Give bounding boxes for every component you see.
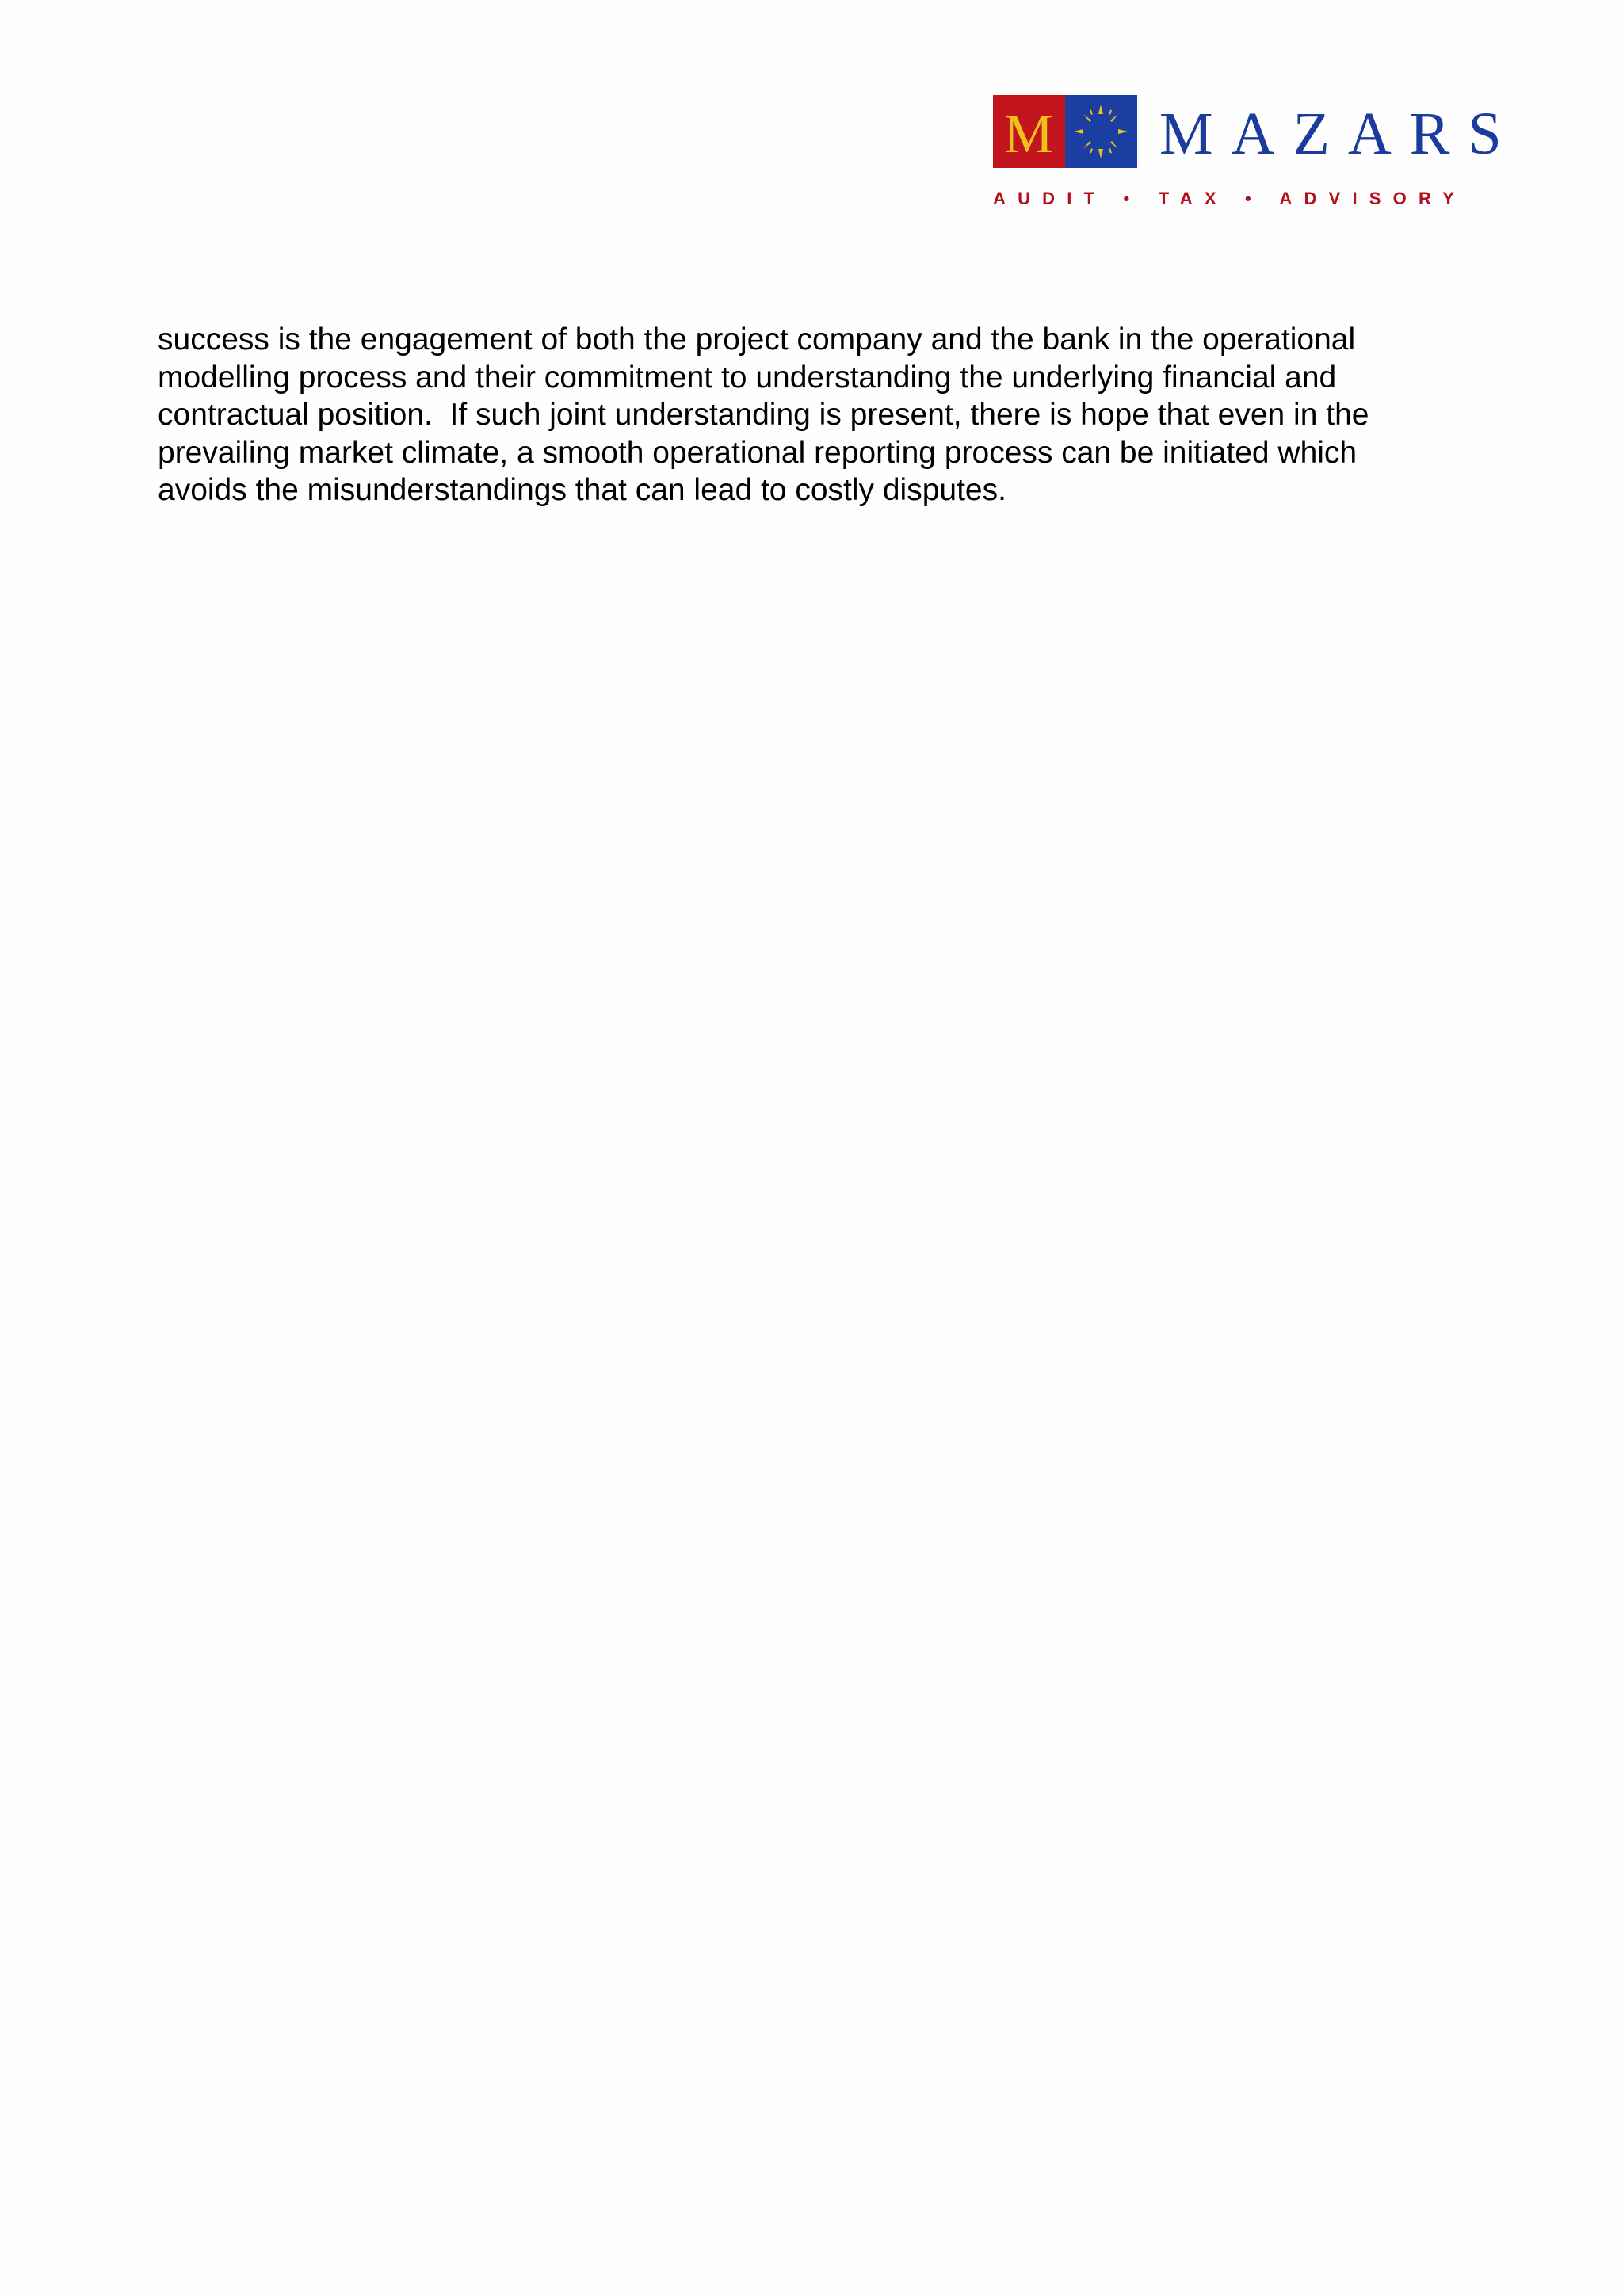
paragraph-line: avoids the misunderstandings that can lead to costly disputes. [158,473,1006,507]
paragraph-line: success is the engagement of both the project company and the bank in the operational [158,322,1356,357]
logo-tagline: AUDIT • TAX • ADVISORY [993,189,1467,208]
mazars-logo [993,95,1520,214]
paragraph-line: prevailing market climate, a smooth operational reporting process can be initiated which [158,435,1358,470]
logo-mark-letter: M [1003,104,1054,165]
logo-wordmark: MAZARS [1159,101,1520,167]
body-paragraph [158,321,1481,509]
mazars-logo-mark-icon [993,95,1137,168]
paragraph-line: modelling process and their commitment to understanding the underlying financial and [158,360,1337,395]
paragraph-line: contractual position. If such joint understanding is present, there is hope that even in the [158,398,1369,432]
